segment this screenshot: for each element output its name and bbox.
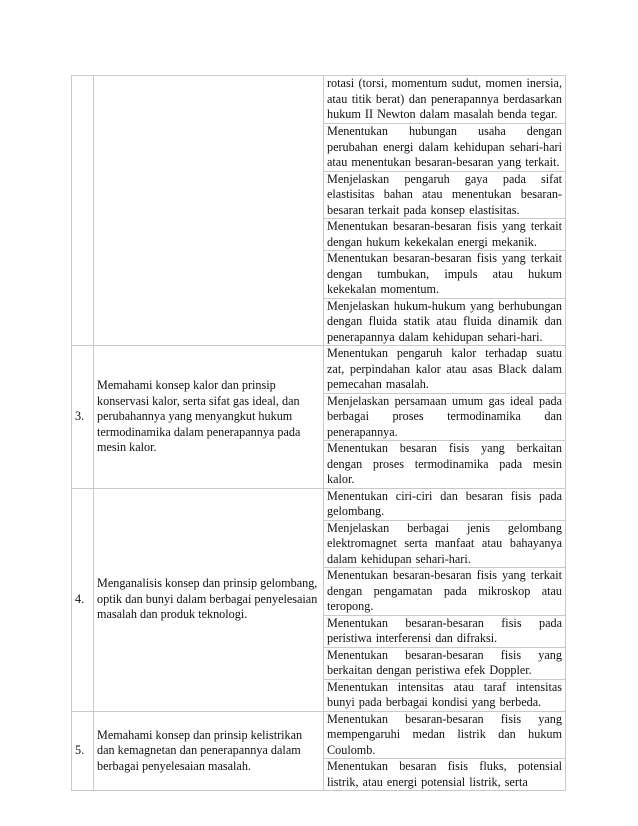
indicator-cell: Menjelaskan berbagai jenis gelombang elektromagnet serta manfaat atau bahayanya dalam kehidupan sehari-hari. [324,520,566,568]
competency-cell: Memahami konsep kalor dan prinsip konservasi kalor, serta sifat gas ideal, dan perubahannya yang menyangkut hukum termodinamika dalam penerapannya pada mesin kalor. [94,346,324,489]
table-row [72,76,566,124]
table-row [72,711,566,759]
competency-cell: Menganalisis konsep dan prinsip gelombang, optik dan bunyi dalam berbagai penyelesaian masalah dan produk teknologi. [94,488,324,711]
indicator-cell: Menentukan hubungan usaha dengan perubahan energi dalam kehidupan sehari-hari atau menentukan besaran-besaran yang terkait. [324,124,566,172]
indicator-cell: Menentukan besaran-besaran fisis yang terkait dengan hukum kekekalan energi mekanik. [324,219,566,251]
competency-cell [94,76,324,346]
indicator-cell: Menjelaskan hukum-hukum yang berhubungan dengan fluida statik atau fluida dinamik dan penerapannya dalam kehidupan sehari-hari. [324,298,566,346]
indicator-cell: Menentukan besaran-besaran fisis yang berkaitan dengan peristiwa efek Doppler. [324,647,566,679]
indicator-cell: Menentukan besaran fisis fluks, potensial listrik, atau energi potensial listrik, serta [324,759,566,791]
row-number: 4. [72,488,94,711]
table-row [72,488,566,520]
row-number: 3. [72,346,94,489]
indicator-cell: Menentukan pengaruh kalor terhadap suatu zat, perpindahan kalor atau asas Black dalam pemecahan masalah. [324,346,566,394]
competency-table [71,75,566,791]
indicator-cell: Menentukan besaran-besaran fisis yang mempengaruhi medan listrik dan hukum Coulomb. [324,711,566,759]
competency-cell: Memahami konsep dan prinsip kelistrikan dan kemagnetan dan penerapannya dalam berbagai penyelesaian masalah. [94,711,324,791]
indicator-cell: Menentukan besaran-besaran fisis pada peristiwa interferensi dan difraksi. [324,615,566,647]
indicator-cell: Menentukan ciri-ciri dan besaran fisis pada gelombang. [324,488,566,520]
row-number [72,76,94,346]
indicator-cell: Menentukan besaran-besaran fisis yang terkait dengan tumbukan, impuls atau hukum kekekalan momentum. [324,251,566,299]
indicator-cell: Menentukan intensitas atau taraf intensitas bunyi pada berbagai kondisi yang berbeda. [324,679,566,711]
row-number: 5. [72,711,94,791]
indicator-cell: rotasi (torsi, momentum sudut, momen inersia, atau titik berat) dan penerapannya berdasarkan hukum II Newton dalam masalah benda tegar. [324,76,566,124]
indicator-cell: Menjelaskan persamaan umum gas ideal pada berbagai proses termodinamika dan penerapannya. [324,393,566,441]
indicator-cell: Menentukan besaran-besaran fisis yang terkait dengan pengamatan pada mikroskop atau teropong. [324,568,566,616]
indicator-cell: Menjelaskan pengaruh gaya pada sifat elastisitas bahan atau menentukan besaran-besaran terkait pada konsep elastisitas. [324,171,566,219]
table-row [72,346,566,394]
indicator-cell: Menentukan besaran fisis yang berkaitan dengan proses termodinamika pada mesin kalor. [324,441,566,489]
